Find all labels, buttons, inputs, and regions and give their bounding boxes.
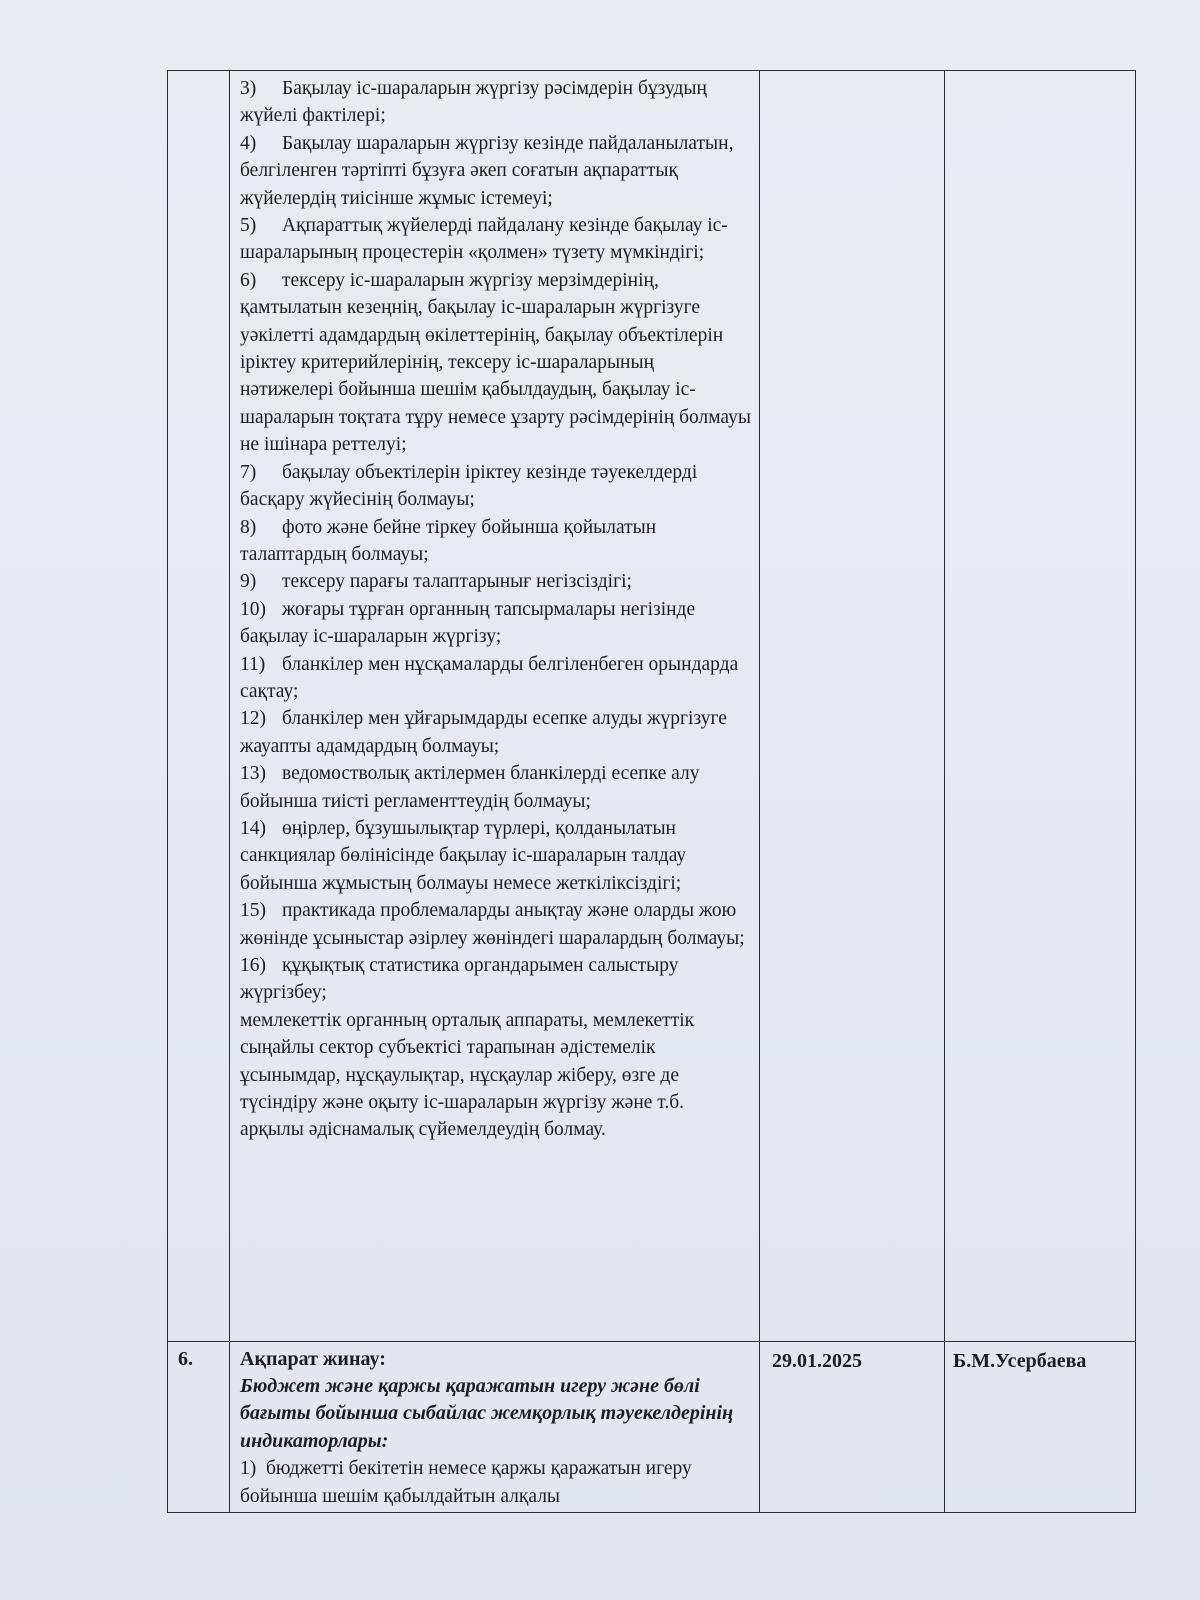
date-cell-empty [760,71,945,1342]
list-item: 1) бюджетті бекітетін немесе қаржы қаражатын игеру бойынша шешім қабылдайтын алқалы [240,1458,692,1507]
responsible-cell: Б.М.Усербаева [945,1342,1136,1513]
list-item: 6) тексеру іс-шараларын жүргізу мерзімдерінің, қамтылатын кезеңнің, бақылау іс-шараларын жүргізуге уәкілетті адамдардың өкілеттерінің, бақылау объектілерін іріктеу критерийлерінің, тексеру іс-шараларының нәтижелері бойынша шешім қабылдаудың, бақылау іс-шараларын тоқтата тұру немесе ұзарту рәсімдерінің болмауы не ішінара реттелуі; [240,269,751,456]
list-item: 4) Бақылау шараларын жүргізу кезінде пайдаланылатын, белгіленген тәртіпті бұзуға әкеп соғатын ақпараттық жүйелердің тиісінше жұмыс істемеуі; [240,132,734,209]
table-row-6 [168,1342,1136,1513]
list-item: 15) практикада проблемаларды анықтау және оларды жою жөнінде ұсыныстар әзірлеу жөніндегі шаралардың болмауы; [240,900,745,949]
content-cell [230,1342,760,1513]
list-item: 10) жоғары тұрған органның тапсырмалары негізінде бақылау іс-шараларын жүргізу; [240,598,696,648]
section-heading: Ақпарат жинау: [240,1348,386,1370]
list-item: 9) тексеру парағы талаптарынығ негізсіздігі; [240,571,632,593]
section-content [230,1342,759,1512]
section-subheading: Бюджет және қаржы қаражатын игеру және бөлі бағыты бойынша сыбайлас жемқорлық тәуекелдерінің индикаторлары: [240,1375,734,1452]
table-row-5-continued [168,71,1136,1342]
row-number: 6. [168,1342,230,1513]
plan-table [167,70,1136,1513]
list-item: 12) бланкілер мен ұйғарымдарды есепке алуды жүргізуге жауапты адамдардың болмауы; [240,708,727,757]
content-cell [230,71,760,1342]
list-item: 14) өңірлер, бұзушылықтар түрлері, қолданылатын санкциялар бөлінісінде бақылау іс-шараларын талдау бойынша жұмыстың болмауы немесе жеткіліксіздігі; [240,817,687,894]
list-item: 3) Бақылау іс-шараларын жүргізу рәсімдерін бұзудың жүйелі фактілері; [240,78,707,127]
number-cell-empty [168,71,230,1342]
list-item: 11) бланкілер мен нұсқамаларды белгіленбеген орындарда сақтау; [240,653,739,702]
list-item: 16) құқықтық статистика органдарымен салыстыру жүргізбеу; [240,955,679,1004]
list-item: 5) Ақпараттық жүйелерді пайдалану кезінде бақылау іс-шараларының процестерін «қолмен» түзету мүмкіндігі; [240,215,728,264]
date-cell: 29.01.2025 [760,1342,945,1513]
list-item: 13) ведомостволық актілермен бланкілерді есепке алу бойынша тиісті регламенттеудің болмауы; [240,763,700,812]
indicator-list [230,71,759,1146]
list-item: мемлекеттік органның орталық аппараты, мемлекеттік сыңайлы сектор субъектісі тарапынан әдістемелік ұсынымдар, нұсқаулықтар, нұсқаулар жіберу, өзге де түсіндіру және оқыту іс-шараларын жүргізу және т.б. арқылы әдіснамалық сүйемелдеудің болмау. [240,1009,695,1141]
responsible-cell-empty [945,71,1136,1342]
list-item: 8) фото және бейне тіркеу бойынша қойылатын талаптардың болмауы; [240,516,657,565]
list-item: 7) бақылау объектілерін іріктеу кезінде тәуекелдерді басқару жүйесінің болмауы; [240,461,698,511]
